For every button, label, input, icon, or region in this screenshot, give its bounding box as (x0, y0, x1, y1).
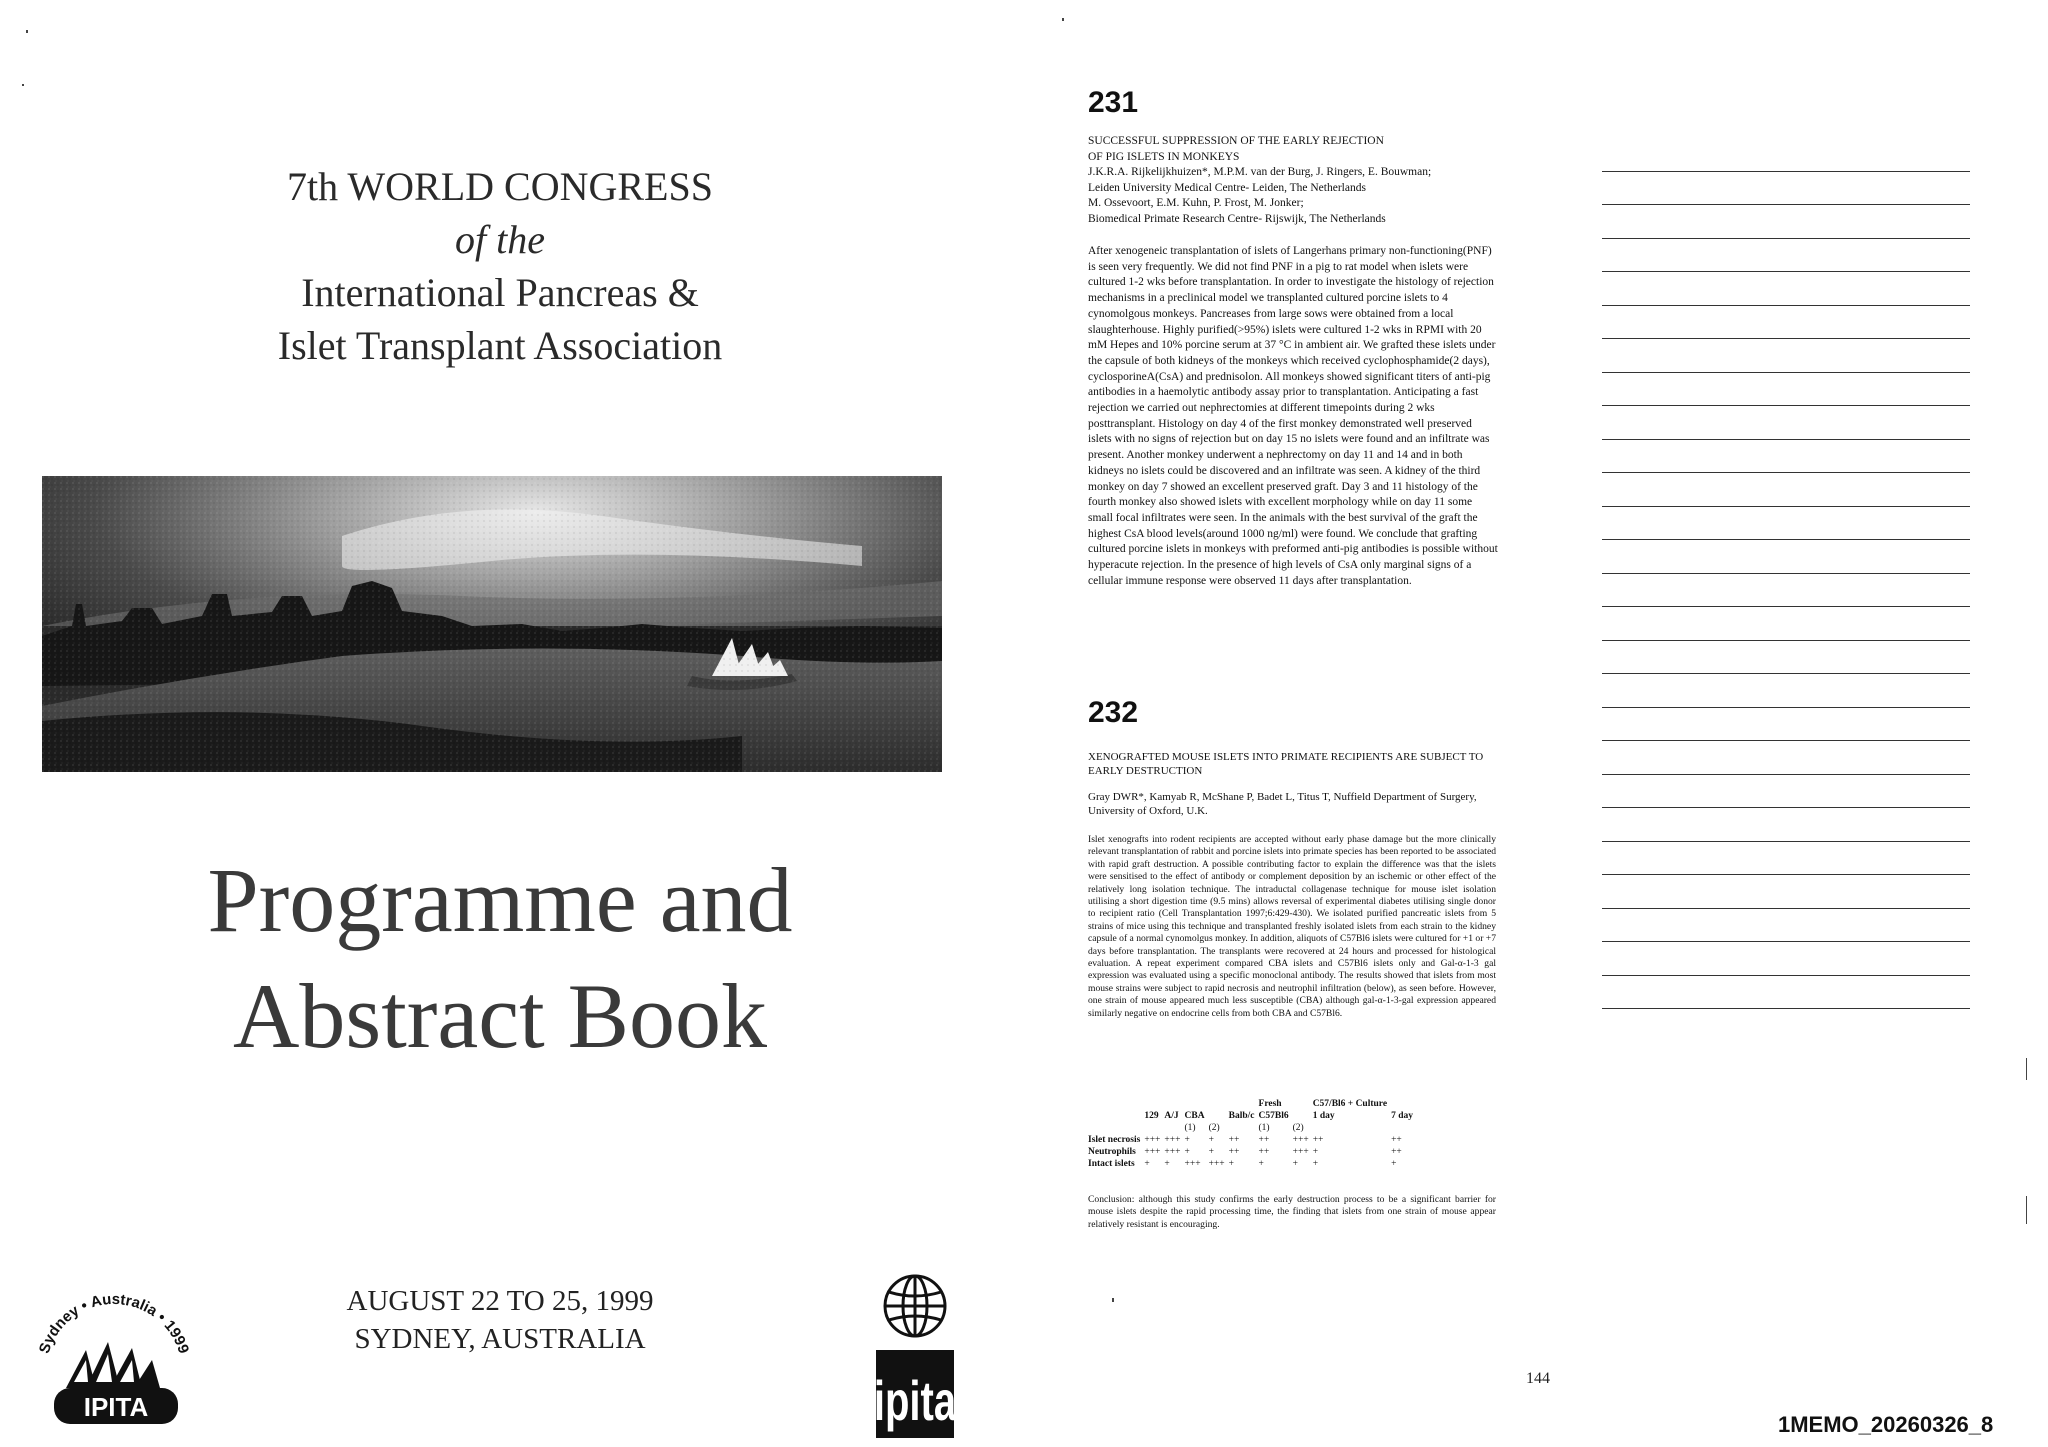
abstract-231-header (1088, 134, 1508, 227)
table-cell (1144, 1122, 1164, 1134)
programme-title-line-1: Programme and (207, 849, 793, 951)
table-cell: + (1228, 1159, 1234, 1169)
table-header-row (1088, 1110, 1417, 1122)
logo-ipita-wordmark: ipita (873, 1370, 957, 1433)
table-cell: ++ (1258, 1135, 1270, 1145)
scan-speck (26, 30, 28, 33)
abstract-231-authors-1: J.K.R.A. Rijkelijkhuizen*, M.P.M. van der Burg, J. Ringers, E. Bouwman; (1088, 166, 1432, 178)
note-line (1602, 272, 1970, 306)
abstract-232-authors: Gray DWR*, Kamyab R, McShane P, Badet L, Titus T, Nuffield Department of Surgery, University of Oxford, U.K. (1088, 791, 1477, 817)
table-cell (1293, 1098, 1313, 1110)
ipita-sydney-logo (24, 1276, 204, 1436)
table-cell (1209, 1110, 1229, 1122)
abstract-231-title-line-2: OF PIG ISLETS IN MONKEYS (1088, 150, 1240, 163)
note-line (1602, 205, 1970, 239)
abstract-number-232: 232 (1088, 696, 1139, 729)
table-cell: Fresh (1258, 1099, 1282, 1109)
note-line (1602, 239, 1970, 273)
note-line (1602, 306, 1970, 340)
congress-title-line-4: Islet Transplant Association (277, 323, 723, 368)
table-cell: +++ (1164, 1135, 1181, 1145)
table-cell: 7 day (1391, 1111, 1413, 1121)
table-cell: ++ (1228, 1135, 1240, 1145)
table-cell: + (1208, 1135, 1214, 1145)
table-row (1088, 1134, 1417, 1146)
scan-speck (2026, 1196, 2027, 1224)
logo-arc-text: Sydney • Australia • 1999 (35, 1290, 193, 1356)
note-line (1602, 507, 1970, 541)
table-cell: + (1258, 1159, 1264, 1169)
table-cell (1164, 1122, 1184, 1134)
table-cell: ++ (1391, 1147, 1402, 1157)
table-cell: C57/Bl6 + Culture (1312, 1099, 1388, 1109)
note-line (1602, 775, 1970, 809)
scan-speck (2026, 1058, 2027, 1080)
note-line (1602, 909, 1970, 943)
congress-title-line-3: International Pancreas & (301, 270, 699, 315)
table-cell: + (1184, 1135, 1190, 1145)
logo-ipita-label: IPITA (83, 1392, 149, 1422)
table-cell (1088, 1122, 1144, 1134)
congress-location: SYDNEY, AUSTRALIA (354, 1323, 646, 1355)
note-line (1602, 138, 1970, 172)
table-cell (1313, 1122, 1391, 1134)
table-cell: + (1391, 1159, 1397, 1169)
table-cell: (2) (1292, 1123, 1304, 1133)
note-line (1602, 440, 1970, 474)
table-cell: C57Bl6 (1258, 1111, 1289, 1121)
table-cell: + (1144, 1159, 1150, 1169)
table-cell: +++ (1208, 1159, 1225, 1169)
table-cell (1229, 1098, 1259, 1110)
table-cell: + (1184, 1147, 1190, 1157)
table-cell: Balb/c (1228, 1111, 1255, 1121)
table-cell: + (1164, 1159, 1170, 1169)
table-cell: +++ (1292, 1147, 1309, 1157)
table-cell: + (1208, 1147, 1214, 1157)
table-header-top-row (1088, 1098, 1417, 1110)
ipita-globe-logo (870, 1270, 960, 1440)
table-cell: ++ (1312, 1135, 1324, 1145)
table-row (1088, 1158, 1417, 1170)
table-cell: + (1292, 1159, 1298, 1169)
table-cell: +++ (1164, 1147, 1181, 1157)
abstract-number-231: 231 (1088, 86, 1139, 119)
table-cell (1229, 1122, 1259, 1134)
note-line (1602, 875, 1970, 909)
note-line (1602, 339, 1970, 373)
table-cell: A/J (1164, 1111, 1179, 1121)
note-line (1602, 540, 1970, 574)
table-cell: CBA (1184, 1111, 1205, 1121)
notes-ruled-lines (1602, 138, 1970, 1009)
table-cell: ++ (1258, 1147, 1270, 1157)
abstract-232-results-table (1088, 1098, 1508, 1170)
table-cell: +++ (1292, 1135, 1309, 1145)
table-cell: Intact islets (1088, 1159, 1135, 1169)
congress-dates: AUGUST 22 TO 25, 1999 (346, 1285, 654, 1317)
congress-title-line-1: 7th WORLD CONGRESS (287, 164, 713, 209)
note-line (1602, 842, 1970, 876)
note-line (1602, 976, 1970, 1010)
table-cell: +++ (1184, 1159, 1201, 1169)
note-line (1602, 607, 1970, 641)
note-line (1602, 406, 1970, 440)
note-line (1602, 808, 1970, 842)
note-line (1602, 708, 1970, 742)
congress-title-line-2: of the (455, 217, 545, 262)
scan-speck (1062, 18, 1064, 21)
table-cell (1088, 1098, 1144, 1110)
scan-speck (1112, 1298, 1114, 1302)
scan-speck (22, 84, 24, 86)
sydney-harbour-photo (42, 476, 942, 772)
table-cell: + (1312, 1147, 1319, 1157)
programme-title (120, 842, 880, 1074)
table-cell (1293, 1110, 1313, 1122)
table-cell: 129 (1144, 1111, 1159, 1121)
table-subheader-row (1088, 1122, 1417, 1134)
table-cell (1185, 1098, 1209, 1110)
abstract-232-title: XENOGRAFTED MOUSE ISLETS INTO PRIMATE RECIPIENTS ARE SUBJECT TO EARLY DESTRUCTION (1088, 751, 1484, 777)
table-cell: + (1312, 1159, 1319, 1169)
page-number: 144 (1526, 1370, 1550, 1387)
abstract-231-authors-2: M. Ossevoort, E.M. Kuhn, P. Frost, M. Jonker; (1088, 197, 1304, 209)
table-cell (1164, 1098, 1184, 1110)
table-cell: Neutrophils (1088, 1147, 1136, 1157)
table-cell: ++ (1391, 1135, 1402, 1145)
table-cell: +++ (1144, 1135, 1161, 1145)
note-line (1602, 942, 1970, 976)
table-cell: (2) (1208, 1123, 1220, 1133)
table-cell: (1) (1258, 1123, 1270, 1133)
table-cell (1391, 1122, 1417, 1134)
opera-house-icon (66, 1342, 160, 1388)
note-line (1602, 574, 1970, 608)
table-cell: ++ (1228, 1147, 1240, 1157)
congress-title (150, 160, 850, 372)
memo-identifier: 1MEMO_20260326_8 (1778, 1412, 1994, 1437)
programme-title-line-2: Abstract Book (232, 965, 768, 1067)
abstract-232-conclusion: Conclusion: although this study confirms the early destruction process to be a significant barrier for mouse islets despite the rapid processing time, the finding that islets from one strain of mouse appear relatively resistant is encouraging. (1088, 1194, 1496, 1230)
table-cell: +++ (1144, 1147, 1161, 1157)
table-cell (1209, 1098, 1229, 1110)
note-line (1602, 641, 1970, 675)
note-line (1602, 741, 1970, 775)
table-cell: (1) (1184, 1123, 1196, 1133)
abstract-231-title-line-1: SUCCESSFUL SUPPRESSION OF THE EARLY REJECTION (1088, 135, 1384, 147)
table-row (1088, 1146, 1417, 1158)
svg-text:Sydney • Australia • 1999 (36, 1291, 192, 1356)
abstract-232-body: Islet xenografts into rodent recipients are accepted without early phase damage but the more clinically relevant transplantation of rabbit and porcine islets into primate species has been reported to be associated with rapid graft destruction. A possible contributing factor to explain the difference was that the islets were sensitised to the effect of antibody or complement deposition by an ischemic or other effect of the relatively long isolation technique. The intraductal collagenase technique for mouse islet isolation utilising a short digestion time (9.5 mins) allows reversal of experimental diabetes utilising single donor to recipient ratio (Cell Transplantation 1997;6:429-430). We isolated purified pancreatic islets from 5 strains of mice using this technique and transplanted freshly isolated islets from each strain to the kidney capsule of a normal cynomolgus monkey. In addition, aliquots of C57Bl6 islets were cultured for +1 or +7 days before transplantation. The transplants were recovered at 24 hours and processed for histological evaluation. A repeat experiment compared CBA islets and C57Bl6 islets only and Gal-α-1-3 gal expression was evaluated using a specific monoclonal antibody. The results showed that islets from most mouse strains were subject to rapid necrosis and neutrophil infiltration (below), as seen before. However, one strain of mouse appeared much less susceptible (CBA) although gal-α-1-3-gal expression appeared similarly negative on endocrine cells from both CBA and C57Bl6. (1088, 834, 1496, 1019)
table-cell (1391, 1098, 1417, 1110)
note-line (1602, 473, 1970, 507)
note-line (1602, 674, 1970, 708)
table-cell (1144, 1098, 1164, 1110)
table-cell: Islet necrosis (1088, 1135, 1141, 1145)
table-cell: 1 day (1312, 1111, 1335, 1121)
note-line (1602, 373, 1970, 407)
globe-icon (885, 1276, 945, 1336)
congress-dates-location (290, 1282, 710, 1358)
table-cell (1088, 1110, 1144, 1122)
note-line (1602, 172, 1970, 206)
abstract-231-body: After xenogeneic transplantation of islets of Langerhans primary non-functioning(PNF) is seen very frequently. We did not find PNF in a pig to rat model when islets were cultured 1-2 wks before transplantation. In order to investigate the histology of rejection mechanisms in a preclinical model we transplanted cultured porcine islets to 4 cynomolgous monkeys. Pancreases from large sows were obtained from a local slaughterhouse. Highly purified(>95%) islets were cultured 1-2 wks in RPMI with 20 mM Hepes and 10% porcine serum at 37 °C in ambient air. We grafted these islets under the capsule of both kidneys of the monkeys which received cyclophosphamide(2 days), cyclosporineA(CsA) and prednisolon. All monkeys showed significant titers of anti-pig antibodies in a haemolytic antibody assay prior to transplantation. Anticipating a fast rejection we carried out nephrectomies at different timepoints during 2 wks posttransplant. Histology on day 4 of the first monkey demonstrated well preserved islets with no signs of rejection but on day 15 no islets were found and an infiltrate was present. Another monkey underwent a nephrectomy on day 11 and 14 and in both kidneys no islets could be discovered and an infiltrate was seen. A kidney of the third monkey on day 7 showed an excellent preserved graft. Day 3 and 11 histology of the fourth monkey also showed islets with excellent morphology while on day 11 some small focal infiltrates were seen. In the animals with the best survival of the graft the highest CsA blood levels(around 1000 ng/ml) were found. We conclude that grafting cultured porcine islets in monkeys with preformed anti-pig antibodies is possible without hyperacute rejection. In the presence of high levels of CsA only marginal signs of a cellular immune response were observed 11 days after transplantation. (1088, 245, 1498, 587)
abstract-231-affiliation-1: Leiden University Medical Centre- Leiden, The Netherlands (1088, 181, 1366, 194)
abstract-231-affiliation-2: Biomedical Primate Research Centre- Rijswijk, The Netherlands (1088, 212, 1386, 225)
